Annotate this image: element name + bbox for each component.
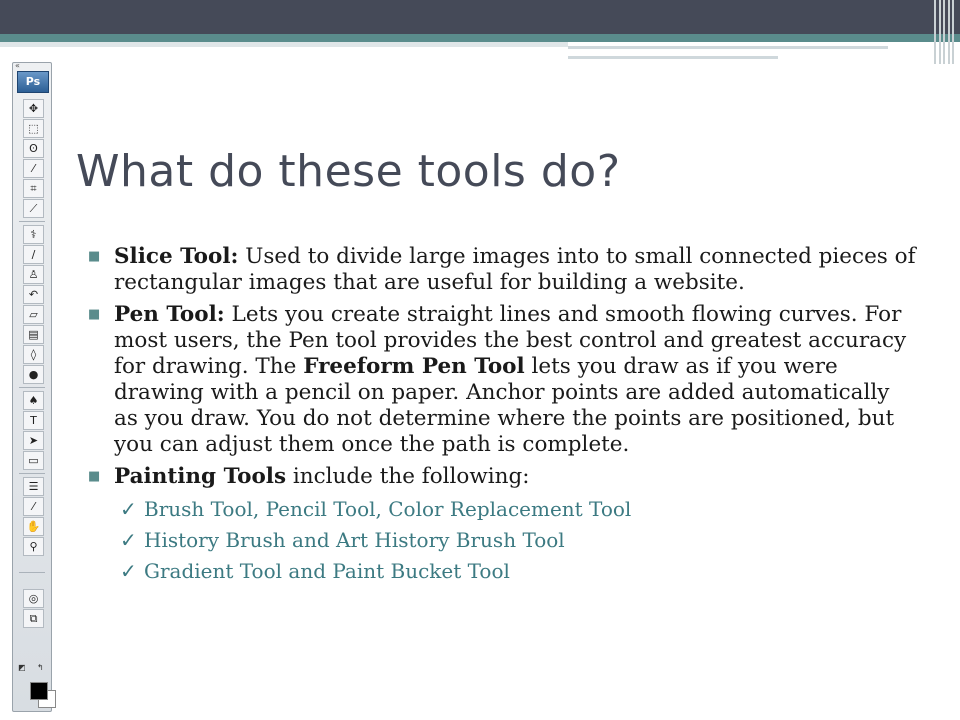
healing-brush-tool-icon: ⚕: [23, 225, 44, 244]
path-selection-tool-icon: ➤: [23, 431, 44, 450]
brush-tool-icon: ∕: [23, 245, 44, 264]
checkmark-icon: ✓: [120, 497, 137, 521]
checkmark-icon: ✓: [120, 559, 137, 583]
zoom-tool-icon: ⚲: [23, 537, 44, 556]
clone-stamp-tool-icon: ♙: [23, 265, 44, 284]
square-bullet-icon: ■: [88, 249, 101, 264]
type-tool-icon: T: [23, 411, 44, 430]
photoshop-toolbox: [12, 62, 52, 712]
move-tool-icon: ✥: [23, 99, 44, 118]
sub-item-text: Brush Tool, Pencil Tool, Color Replacement Tool: [144, 497, 632, 521]
bullet-painting-tools: [88, 464, 918, 490]
toolbox-separator: [19, 387, 45, 388]
square-bullet-icon: ■: [88, 469, 101, 484]
shape-tool-icon: ▭: [23, 451, 44, 470]
top-banner: [0, 0, 960, 34]
history-brush-tool-icon: ↶: [23, 285, 44, 304]
banner-line: [568, 56, 778, 59]
bullet-text: Lets you create straight lines and smooth flowing curves. For most users, the Pen tool provides the best control and greatest accuracy for drawing. The: [114, 302, 907, 379]
lasso-tool-icon: ʘ: [23, 139, 44, 158]
toolbox-grip-icon: «: [15, 61, 20, 70]
sub-item: [88, 527, 918, 553]
notes-tool-icon: ☰: [23, 477, 44, 496]
hand-tool-icon: ✋: [23, 517, 44, 536]
sub-item: [88, 496, 918, 522]
screen-mode-tool-icon: ⧉: [23, 609, 44, 628]
foreground-color-swatch: [30, 682, 48, 700]
bullet-emphasis: Freeform Pen Tool: [303, 354, 525, 379]
dodge-tool-icon: ●: [23, 365, 44, 384]
bullet-lead: Painting Tools: [114, 464, 287, 489]
sub-item: [88, 558, 918, 584]
toolbox-separator: [19, 473, 45, 474]
swap-colors-icon: ↰: [37, 663, 44, 672]
banner-accent-stripe: [0, 34, 960, 42]
quick-mask-tool-icon: ◎: [23, 589, 44, 608]
bullet-lead: Pen Tool:: [114, 302, 225, 327]
gradient-tool-icon: ▤: [23, 325, 44, 344]
slide-title: What do these tools do?: [76, 146, 621, 197]
pen-tool-icon: ♠: [23, 391, 44, 410]
bullet-text: include the following:: [286, 464, 530, 489]
square-bullet-icon: ■: [88, 307, 101, 322]
checkmark-icon: ✓: [120, 528, 137, 552]
bullet-pen-tool: [88, 302, 918, 458]
banner-line: [568, 46, 888, 49]
photoshop-logo: Ps: [17, 71, 49, 93]
blur-tool-icon: ◊: [23, 345, 44, 364]
eraser-tool-icon: ▱: [23, 305, 44, 324]
marquee-tool-icon: ⬚: [23, 119, 44, 138]
toolbox-separator: [19, 572, 45, 573]
sub-item-text: History Brush and Art History Brush Tool: [144, 528, 565, 552]
sub-item-text: Gradient Tool and Paint Bucket Tool: [144, 559, 510, 583]
banner-vertical-stripes: [934, 0, 956, 64]
slide-body: [88, 244, 918, 589]
bullet-text: Used to divide large images into to small connected pieces of rectangular images that are useful for building a website.: [114, 244, 916, 295]
crop-tool-icon: ⌗: [23, 179, 44, 198]
bullet-slice-tool: [88, 244, 918, 296]
magic-wand-tool-icon: ⁄: [23, 159, 44, 178]
slice-tool-icon: ⟋: [23, 199, 44, 218]
eyedropper-tool-icon: ⁄: [23, 497, 44, 516]
bullet-lead: Slice Tool:: [114, 244, 239, 269]
toolbox-separator: [19, 221, 45, 222]
default-colors-icon: ◩: [18, 663, 26, 672]
bullet-text: lets you draw as if you were drawing with a pencil on paper. Anchor points are added automatically as you draw. You do not determine where the points are positioned, but you can adjust them once the path is complete.: [114, 354, 895, 457]
banner-light-bar: [0, 42, 568, 47]
